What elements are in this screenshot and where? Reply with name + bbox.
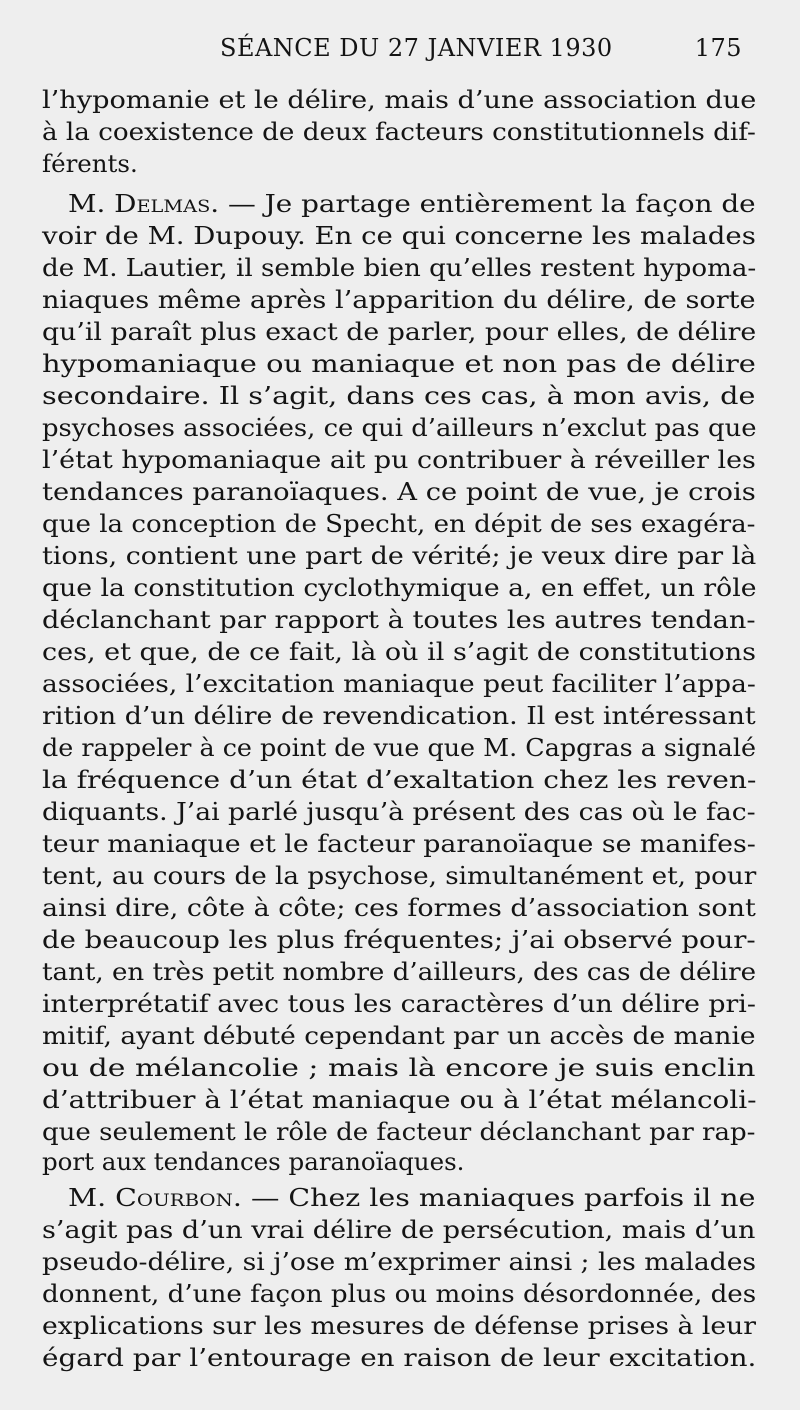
text-line: tions, contient une part de vérité; je veux dire par là xyxy=(42,541,757,570)
text-line: hypomaniaque ou maniaque et non pas de délire xyxy=(42,349,756,378)
text-line: de beaucoup les plus fréquentes; j’ai observé pour- xyxy=(42,925,756,954)
text-line: égard par l’entourage en raison de leur excitation. xyxy=(42,1343,757,1372)
header-title: SÉANCE DU 27 JANVIER 1930 xyxy=(220,34,613,62)
text-line: que la constitution cyclothymique a, en effet, un rôle xyxy=(42,573,757,602)
text-line: teur maniaque et le facteur paranoïaque se manifes- xyxy=(42,829,756,858)
text-line-first xyxy=(68,1182,755,1214)
text-line-first xyxy=(68,188,756,220)
text-run: — Chez les maniaques parfois il ne xyxy=(241,1183,756,1212)
speaker-name: M. Delmas. xyxy=(68,189,220,218)
text-line: la fréquence d’un état d’exaltation chez les reven- xyxy=(42,765,757,794)
text-line: interprétatif avec tous les caractères d’un délire pri- xyxy=(42,989,756,1018)
text-line: de rappeler à ce point de vue que M. Capgras a signalé xyxy=(42,733,756,762)
text-line: pseudo-délire, si j’ose m’exprimer ainsi ; les malades xyxy=(42,1247,757,1276)
text-line: associées, l’excitation maniaque peut faciliter l’appa- xyxy=(42,669,756,698)
text-line: niaques même après l’apparition du délire, de sorte xyxy=(42,285,756,314)
text-line: déclanchant par rapport à toutes les autres tendan- xyxy=(42,605,756,634)
text-line: que la conception de Specht, en dépit de ses exagéra- xyxy=(42,509,756,538)
text-line: tendances paranoïaques. A ce point de vue, je crois xyxy=(42,477,756,506)
text-line: psychoses associées, ce qui d’ailleurs n’exclut pas que xyxy=(42,413,757,442)
text-line: tant, en très petit nombre d’ailleurs, des cas de délire xyxy=(42,957,757,986)
text-line: rition d’un délire de revendication. Il est intéressant xyxy=(42,701,756,730)
text-run: — Je partage entièrement la façon de xyxy=(219,189,756,218)
text-line: ainsi dire, côte à côte; ces formes d’association sont xyxy=(42,893,756,922)
text-line: donnent, d’une façon plus ou moins désordonnée, des xyxy=(42,1279,757,1308)
text-line: mitif, ayant débuté cependant par un accès de manie xyxy=(42,1021,756,1050)
text-line: tent, au cours de la psychose, simultanément et, pour xyxy=(42,861,757,890)
text-line: diquants. J’ai parlé jusqu’à présent des cas où le fac- xyxy=(42,797,756,826)
text-line: ces, et que, de ce fait, là où il s’agit de constitutions xyxy=(42,637,756,666)
text-line: de M. Lautier, il semble bien qu’elles restent hypoma- xyxy=(42,253,757,282)
text-line: que seulement le rôle de facteur déclanchant par rap- xyxy=(42,1117,756,1146)
text-line: d’attribuer à l’état maniaque ou à l’état mélancoli- xyxy=(42,1085,757,1114)
text-line: explications sur les mesures de défense prises à leur xyxy=(42,1311,757,1340)
text-line: ou de mélancolie ; mais là encore je suis enclin xyxy=(42,1053,756,1082)
text-line: port aux tendances paranoïaques. xyxy=(42,1147,465,1176)
text-line: s’agit pas d’un vrai délire de persécution, mais d’un xyxy=(42,1215,756,1244)
text-line: qu’il paraît plus exact de parler, pour elles, de délire xyxy=(42,317,757,346)
text-line: secondaire. Il s’agit, dans ces cas, à mon avis, de xyxy=(42,381,756,410)
speaker-name: M. Courbon. xyxy=(68,1183,242,1212)
text-line: férents. xyxy=(42,149,138,178)
text-line: à la coexistence de deux facteurs constitutionnels dif- xyxy=(42,117,756,146)
text-line: voir de M. Dupouy. En ce qui concerne les malades xyxy=(42,221,756,250)
page-number: 175 xyxy=(694,34,742,62)
text-line: l’hypomanie et le délire, mais d’une association due xyxy=(42,85,757,114)
text-line: l’état hypomaniaque ait pu contribuer à réveiller les xyxy=(42,445,756,474)
running-header xyxy=(220,34,756,68)
